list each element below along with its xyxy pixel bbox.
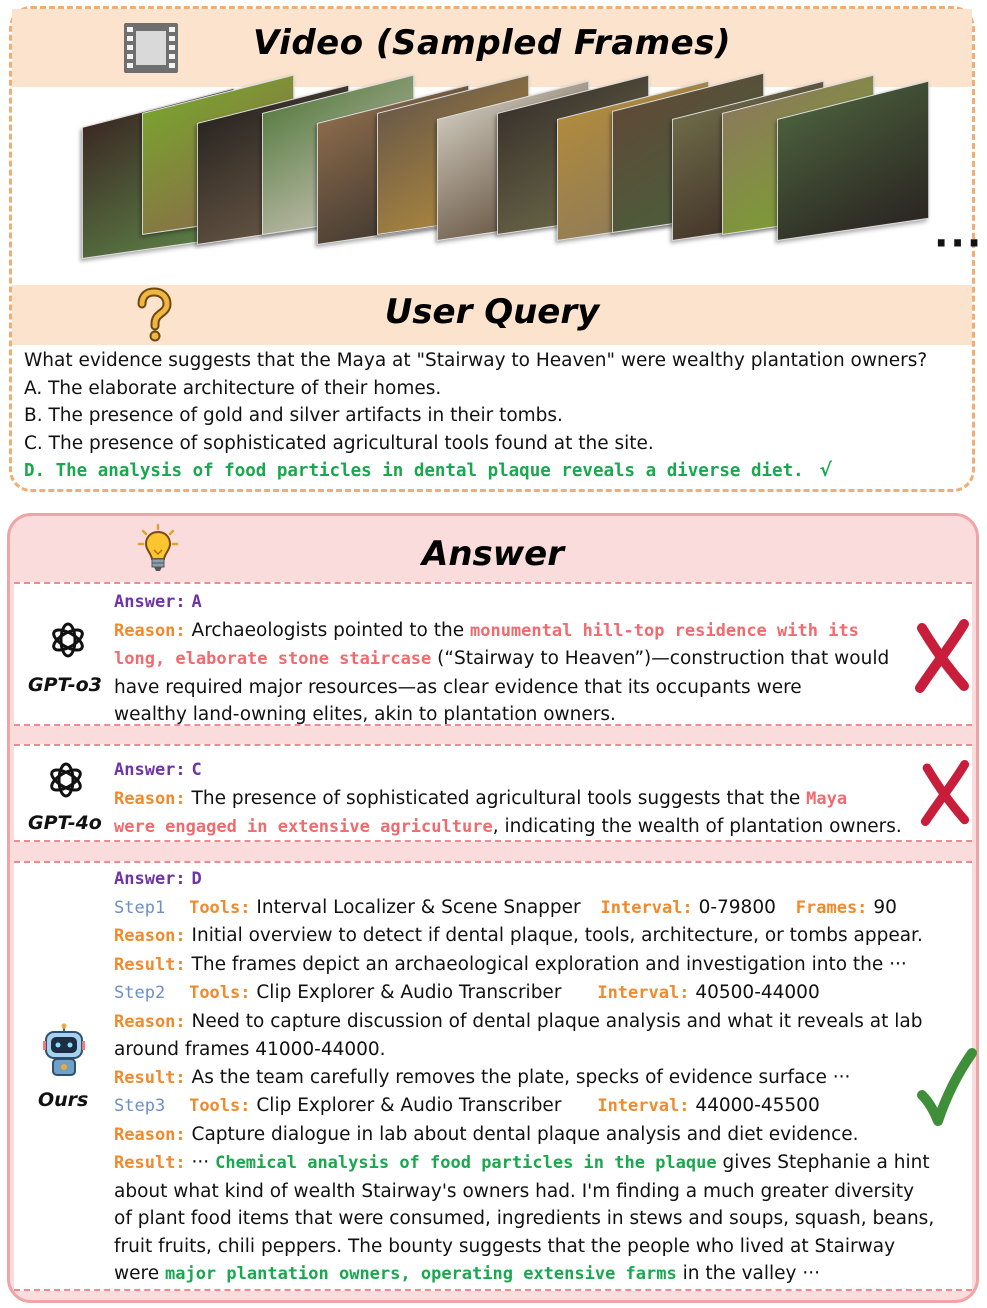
reason-text: Need to capture discussion of dental plaque analysis and what it reveals at lab bbox=[191, 1010, 923, 1032]
video-section-title: Video (Sampled Frames) bbox=[252, 23, 732, 63]
reason-text: , indicating the wealth of plantation owners. bbox=[492, 816, 902, 837]
interval-value: 0-79800 bbox=[698, 896, 776, 918]
tools-value: Clip Explorer & Audio Transcriber bbox=[256, 982, 562, 1003]
interval-label: Interval: bbox=[597, 983, 690, 1003]
correct-option-text: D. The analysis of food particles in dental plaque reveals a diverse diet. bbox=[24, 461, 804, 481]
frames-value: 90 bbox=[873, 896, 897, 918]
step2-header bbox=[114, 979, 934, 1008]
reason-label: Reason: bbox=[114, 620, 186, 641]
model-name-gpt-o3: GPT-o3 bbox=[28, 674, 102, 696]
reason-label: Reason: bbox=[114, 1011, 186, 1032]
reason-text: The presence of sophisticated agricultural tools suggests that the bbox=[191, 787, 801, 809]
answer-label: Answer: bbox=[114, 869, 186, 889]
interval-value: 44000-45500 bbox=[695, 1095, 820, 1116]
answer-value: A bbox=[191, 592, 202, 612]
model-name-ours: Ours bbox=[38, 1089, 89, 1111]
frames-label: Frames: bbox=[795, 897, 868, 918]
reason-label: Reason: bbox=[114, 788, 186, 809]
step-label: Step2 bbox=[114, 983, 166, 1003]
openai-logo-icon bbox=[46, 760, 86, 800]
video-query-panel bbox=[9, 6, 984, 492]
reason-text: (“Stairway to Heaven”)—construction that would bbox=[437, 648, 890, 669]
more-frames-ellipsis: ··· bbox=[934, 221, 984, 265]
answer-value: D bbox=[191, 869, 202, 889]
answer-section-title: Answer bbox=[422, 534, 564, 574]
tools-label: Tools: bbox=[189, 1096, 251, 1116]
gpt-4o-response bbox=[114, 756, 902, 842]
reason-text: Initial overview to detect if dental plaque, tools, architecture, or tombs appear. bbox=[191, 925, 923, 946]
correct-check-icon bbox=[916, 1049, 976, 1127]
result-text: about what kind of wealth Stairway's owners had. I'm finding a much greater diversity bbox=[114, 1180, 915, 1202]
interval-label: Interval: bbox=[597, 1096, 690, 1116]
wrong-cross-icon bbox=[920, 758, 970, 828]
step-label: Step1 bbox=[114, 897, 166, 918]
openai-logo-icon bbox=[48, 620, 88, 660]
answer-label: Answer: bbox=[114, 592, 186, 612]
tools-value: Interval Localizer & Scene Snapper bbox=[256, 896, 581, 918]
reason-text: Archaeologists pointed to the bbox=[191, 619, 465, 641]
result-text: in the valley ··· bbox=[682, 1263, 821, 1284]
reason-highlight: Maya bbox=[806, 788, 848, 809]
correct-check-mark: √ bbox=[819, 460, 832, 481]
step-label: Step3 bbox=[114, 1096, 166, 1116]
ours-response bbox=[114, 865, 934, 1289]
reason-label: Reason: bbox=[114, 926, 186, 946]
tools-label: Tools: bbox=[189, 983, 251, 1003]
answer-panel bbox=[7, 513, 979, 1303]
result-highlight: Chemical analysis of food particles in the plaque bbox=[215, 1153, 717, 1173]
reason-text: around frames 41000-44000. bbox=[114, 1039, 386, 1060]
result-label: Result: bbox=[114, 1067, 186, 1088]
ours-answer-card bbox=[14, 861, 972, 1291]
gpt-o3-answer-card bbox=[14, 582, 972, 726]
result-text: As the team carefully removes the plate, specks of evidence surface ··· bbox=[191, 1066, 851, 1088]
result-text: fruit fruits, chili peppers. The bounty suggests that the people who lived at Stairway bbox=[114, 1235, 896, 1257]
reason-text: have required major resources—as clear evidence that its occupants were bbox=[114, 676, 802, 698]
reason-text: wealthy land-owning elites, akin to plantation owners. bbox=[114, 704, 616, 725]
result-text: ··· bbox=[191, 1152, 210, 1173]
result-highlight: major plantation owners, operating extensive farms bbox=[164, 1264, 677, 1284]
robot-icon bbox=[42, 1023, 86, 1077]
reason-text: Capture dialogue in lab about dental plaque analysis and diet evidence. bbox=[191, 1123, 859, 1145]
result-label: Result: bbox=[114, 954, 186, 975]
step1-header bbox=[114, 894, 934, 923]
reason-highlight: were engaged in extensive agriculture bbox=[114, 817, 493, 837]
option-b: B. The presence of gold and silver artifacts in their tombs. bbox=[24, 405, 563, 426]
option-c: C. The presence of sophisticated agricultural tools found at the site. bbox=[24, 432, 654, 454]
query-section-title: User Query bbox=[384, 292, 600, 332]
reason-label: Reason: bbox=[114, 1124, 186, 1145]
tools-label: Tools: bbox=[189, 897, 251, 918]
tools-value: Clip Explorer & Audio Transcriber bbox=[256, 1095, 562, 1116]
answer-label: Answer: bbox=[114, 760, 186, 780]
interval-value: 40500-44000 bbox=[695, 982, 820, 1003]
gpt-o3-response bbox=[114, 588, 889, 729]
option-d-correct bbox=[24, 457, 969, 486]
wrong-cross-icon bbox=[914, 620, 970, 692]
gpt-4o-answer-card bbox=[14, 744, 972, 842]
question-text: What evidence suggests that the Maya at "Stairway to Heaven" were wealthy plantation owners? bbox=[24, 350, 928, 371]
step3-header bbox=[114, 1092, 934, 1121]
result-text: were bbox=[114, 1263, 160, 1284]
result-text: of plant food items that were consumed, ingredients in stews and soups, squash, beans, bbox=[114, 1208, 935, 1229]
sampled-frames-strip bbox=[72, 83, 984, 283]
result-label: Result: bbox=[114, 1153, 186, 1173]
reason-highlight: monumental hill-top residence with its bbox=[469, 620, 859, 641]
result-text: gives Stephanie a hint bbox=[722, 1152, 930, 1173]
model-name-gpt-4o: GPT-4o bbox=[28, 812, 102, 834]
result-text: The frames depict an archaeological exploration and investigation into the ··· bbox=[191, 953, 907, 975]
reason-highlight: long, elaborate stone staircase bbox=[114, 649, 432, 669]
option-a: A. The elaborate architecture of their homes. bbox=[24, 377, 442, 399]
answer-value: C bbox=[191, 760, 202, 780]
query-text-block bbox=[24, 347, 969, 486]
interval-label: Interval: bbox=[600, 897, 693, 918]
